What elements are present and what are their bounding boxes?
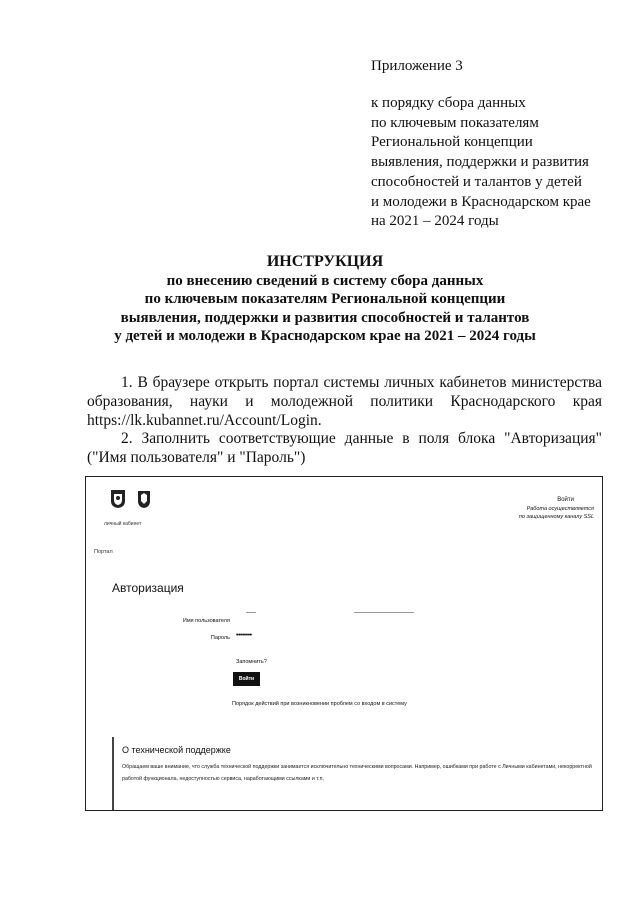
appendix-title: Приложение 3 (371, 58, 463, 74)
ssl-note-line: по защищенному каналу SSL (518, 514, 594, 520)
appendix-line: и молодежи в Краснодарском крае (371, 193, 591, 210)
appendix-text (371, 94, 591, 232)
username-input-underline (354, 612, 414, 613)
ssl-note-line: Работа осуществляется (526, 506, 594, 512)
ssl-note (464, 505, 594, 521)
appendix-line: выявления, поддержки и развития (371, 154, 589, 171)
appendix-line: Региональной концепции (371, 134, 533, 151)
support-section (112, 737, 594, 810)
login-page-screenshot (85, 476, 603, 811)
instruction-subtitle-line: у детей и молодежи в Краснодарском крае на 2021 – 2024 годы (114, 328, 536, 344)
password-input[interactable]: •••••••• (236, 632, 252, 639)
instruction-subtitle-line: по ключевым показателям Региональной концепции (144, 291, 506, 307)
step-2-text: 2. Заполнить соответствующие данные в поля блока "Авторизация" ("Имя пользователя" и "Пароль") (87, 430, 602, 466)
instruction-subtitle-line: по внесению сведений в систему сбора данных (166, 272, 484, 289)
nav-portal-link[interactable]: Портал (94, 549, 113, 555)
appendix-line: способностей и талантов у детей (371, 173, 582, 190)
password-label: Пароль (210, 635, 230, 641)
login-problem-link[interactable]: Порядок действий при возникновении проблем со входом в систему (232, 701, 407, 707)
appendix-line: по ключевым показателям (371, 114, 539, 131)
coat-of-arms-icon (110, 489, 126, 509)
appendix-line: к порядку сбора данных (371, 95, 526, 111)
instruction-heading (60, 253, 590, 346)
appendix-line: на 2021 – 2024 годы (371, 213, 499, 230)
step-1-text: 1. В браузере открыть портал системы личных кабинетов министерства образования, науки и молодежной политики Краснодарского края https://lk.kubannet.ru/Account/Login. (87, 374, 602, 429)
instruction-subtitle-line: выявления, поддержки и развития способностей и талантов (120, 309, 530, 326)
support-text: Обращаем ваше внимание, что служба технической поддержки занимается исключительно техническими вопросами. Например, ошибками при работе с Личными кабинетами, некорректной работой функционала, недоступностью сервиса, наработающими ссылками и т.п. (122, 764, 592, 782)
auth-title: Авторизация (112, 581, 184, 595)
emblem-icon (136, 489, 152, 509)
username-label: Имя пользователя (182, 618, 230, 624)
login-link[interactable]: Войти (557, 497, 574, 503)
remember-me-checkbox[interactable]: Запомнить? (236, 659, 267, 665)
instruction-title: ИНСТРУКЦИЯ (266, 253, 384, 270)
support-title: О технической поддержке (122, 745, 231, 755)
login-button[interactable]: Войти (233, 672, 260, 686)
username-input[interactable] (246, 612, 256, 613)
org-name: личный кабинет (104, 521, 142, 527)
